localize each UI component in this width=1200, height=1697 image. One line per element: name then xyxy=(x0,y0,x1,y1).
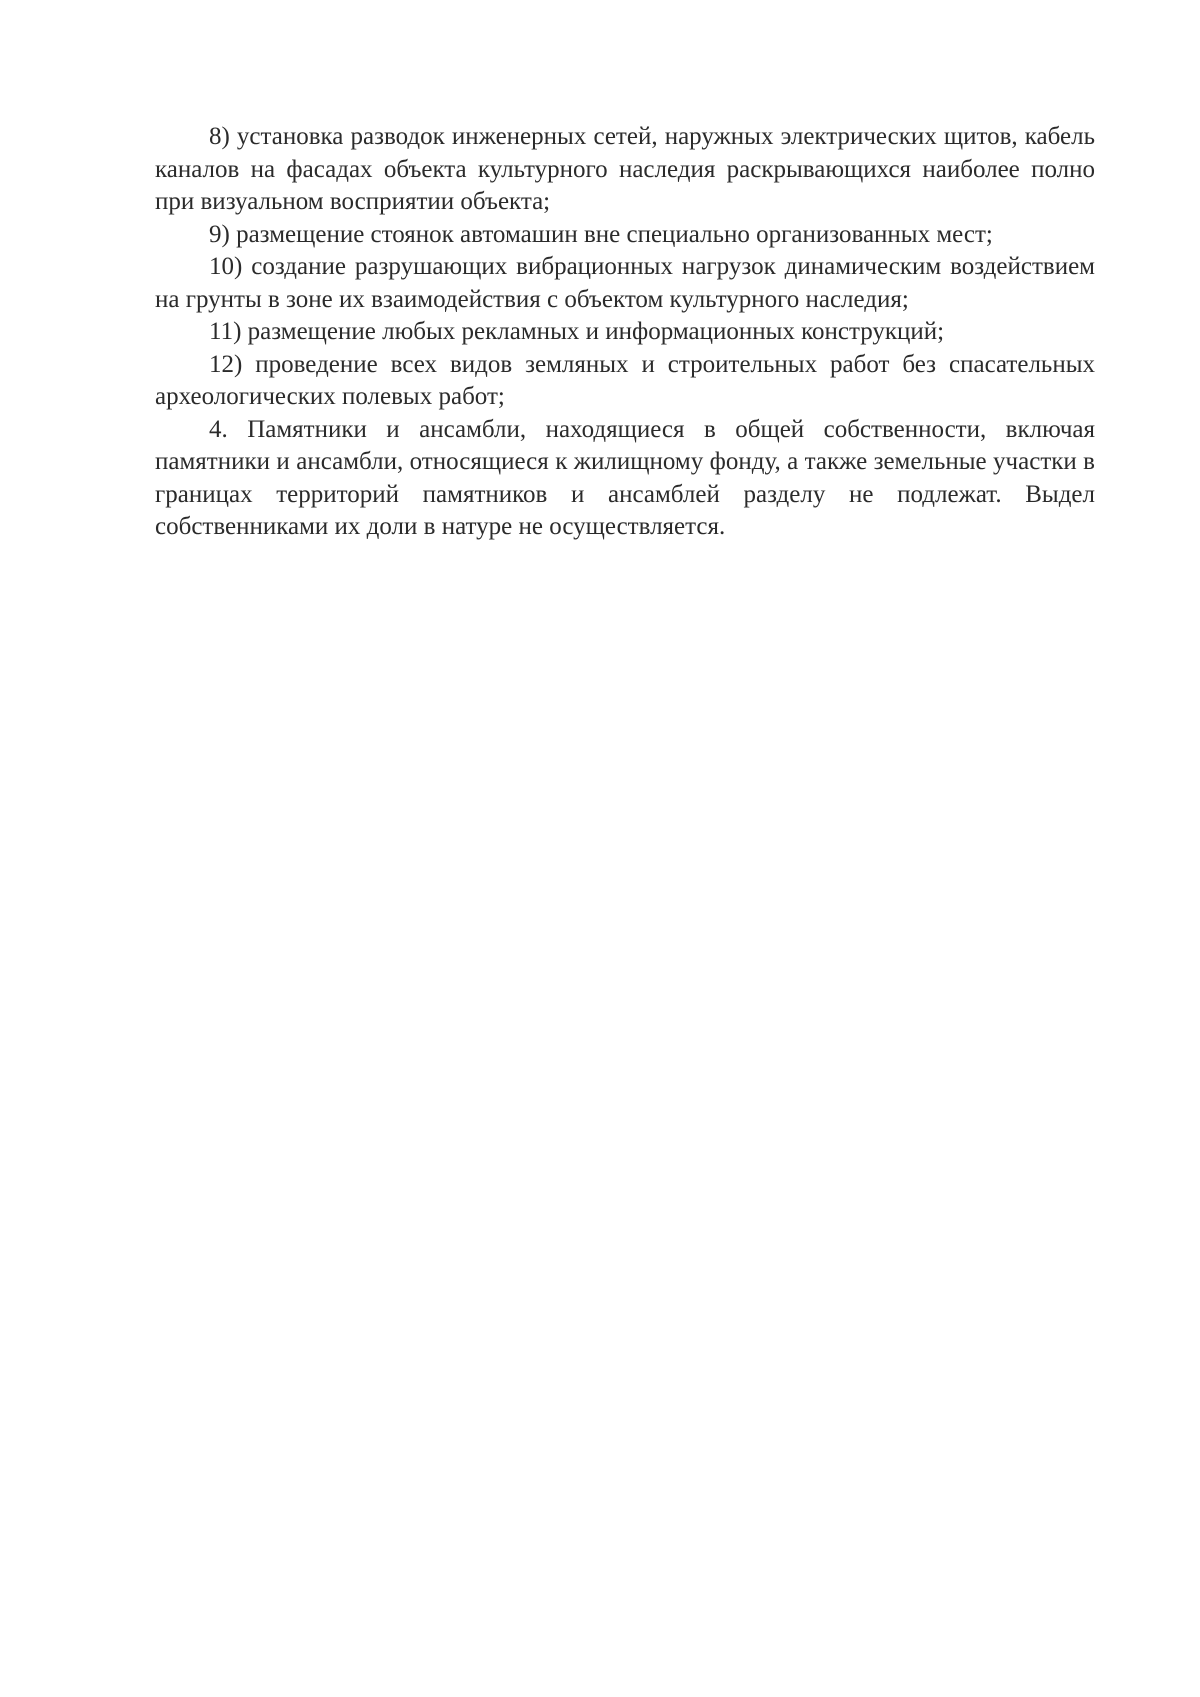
document-body xyxy=(155,121,1095,544)
list-item-11: 11) размещение любых рекламных и информационных конструкций; xyxy=(209,318,945,345)
list-item-8: 8) установка разводок инженерных сетей, наружных электрических щитов, кабель каналов на фасадах объекта культурного наследия раскрывающихся наиболее полно при визуальном восприятии объекта; xyxy=(155,123,1095,215)
list-item-12: 12) проведение всех видов земляных и строительных работ без спасательных археологических полевых работ; xyxy=(155,350,1095,410)
list-item-10: 10) создание разрушающих вибрационных нагрузок динамическим воздействием на грунты в зоне их взаимодействия с объектом культурного наследия; xyxy=(155,253,1095,313)
section-4-paragraph: 4. Памятники и ансамбли, находящиеся в общей собственности, включая памятники и ансамбли, относящиеся к жилищному фонду, а также земельные участки в границах территорий памятников и ансамблей разделу не подлежат. Выдел собственниками их доли в натуре не осуществляется. xyxy=(155,415,1095,540)
list-item-9: 9) размещение стоянок автомашин вне специально организованных мест; xyxy=(209,220,993,248)
